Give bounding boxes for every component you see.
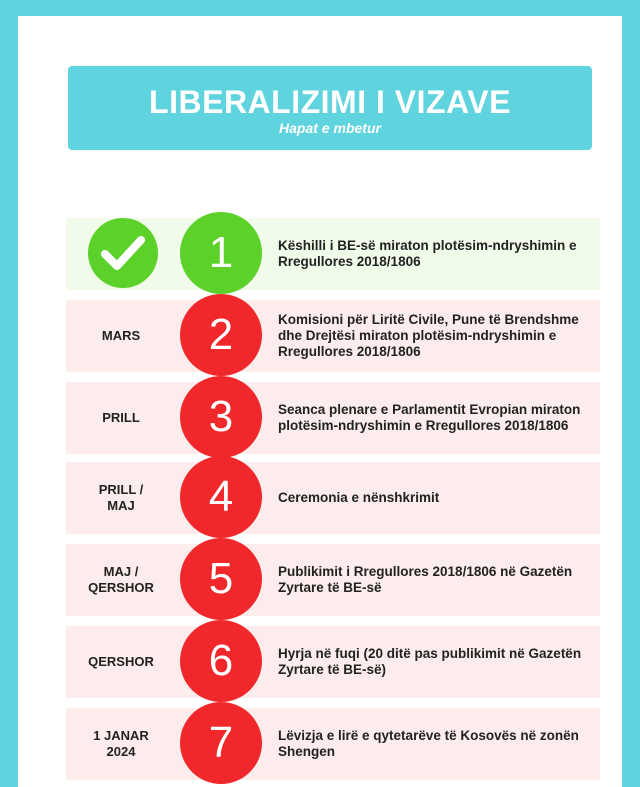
step-text: Publikimit i Rregullores 2018/1806 në Gazetën Zyrtare të BE-së: [278, 564, 573, 595]
step-time: PRILL / MAJ: [98, 482, 144, 513]
step-text: Seanca plenare e Parlamentit Evropian miraton plotësim-ndryshimin e Rregullores 2018/1806: [278, 402, 581, 433]
step-row-3: [66, 382, 600, 454]
step-text: Komisioni për Liritë Civile, Pune të Brendshme dhe Drejtësi miraton plotësim-ndryshimin e Rregullores 2018/1806: [278, 312, 579, 359]
step-row-5: [66, 544, 600, 616]
checkmark-icon: [88, 218, 158, 288]
page-subtitle: Hapat e mbetur: [279, 120, 381, 136]
step-number: 3: [180, 376, 262, 458]
step-time: 1 JANAR 2024: [93, 728, 149, 759]
step-row-2: [66, 300, 600, 372]
infographic-card: [18, 16, 622, 787]
step-text: Ceremonia e nënshkrimit: [278, 490, 440, 505]
step-row-1: [66, 218, 600, 290]
step-row-6: [66, 626, 600, 698]
step-number: 7: [180, 702, 262, 784]
step-text: Këshilli i BE-së miraton plotësim-ndryshimin e Rregullores 2018/1806: [278, 238, 577, 269]
step-number: 6: [180, 620, 262, 702]
steps-list: [18, 16, 622, 787]
step-row-7: [66, 708, 600, 780]
step-text: Hyrja në fuqi (20 ditë pas publikimit në Gazetën Zyrtare të BE-së): [278, 646, 582, 677]
step-row-4: [66, 462, 600, 534]
step-number: 2: [180, 294, 262, 376]
step-time: PRILL: [102, 410, 140, 425]
step-time: MAJ / QERSHOR: [88, 564, 154, 595]
step-number: 1: [180, 212, 262, 294]
page-title: LIBERALIZIMI I VIZAVE: [149, 84, 511, 120]
step-number: 4: [180, 456, 262, 538]
step-number: 5: [180, 538, 262, 620]
step-time: QERSHOR: [88, 654, 154, 669]
step-time: MARS: [101, 328, 141, 343]
step-text: Lëvizja e lirë e qytetarëve të Kosovës në zonën Shengen: [278, 728, 579, 759]
